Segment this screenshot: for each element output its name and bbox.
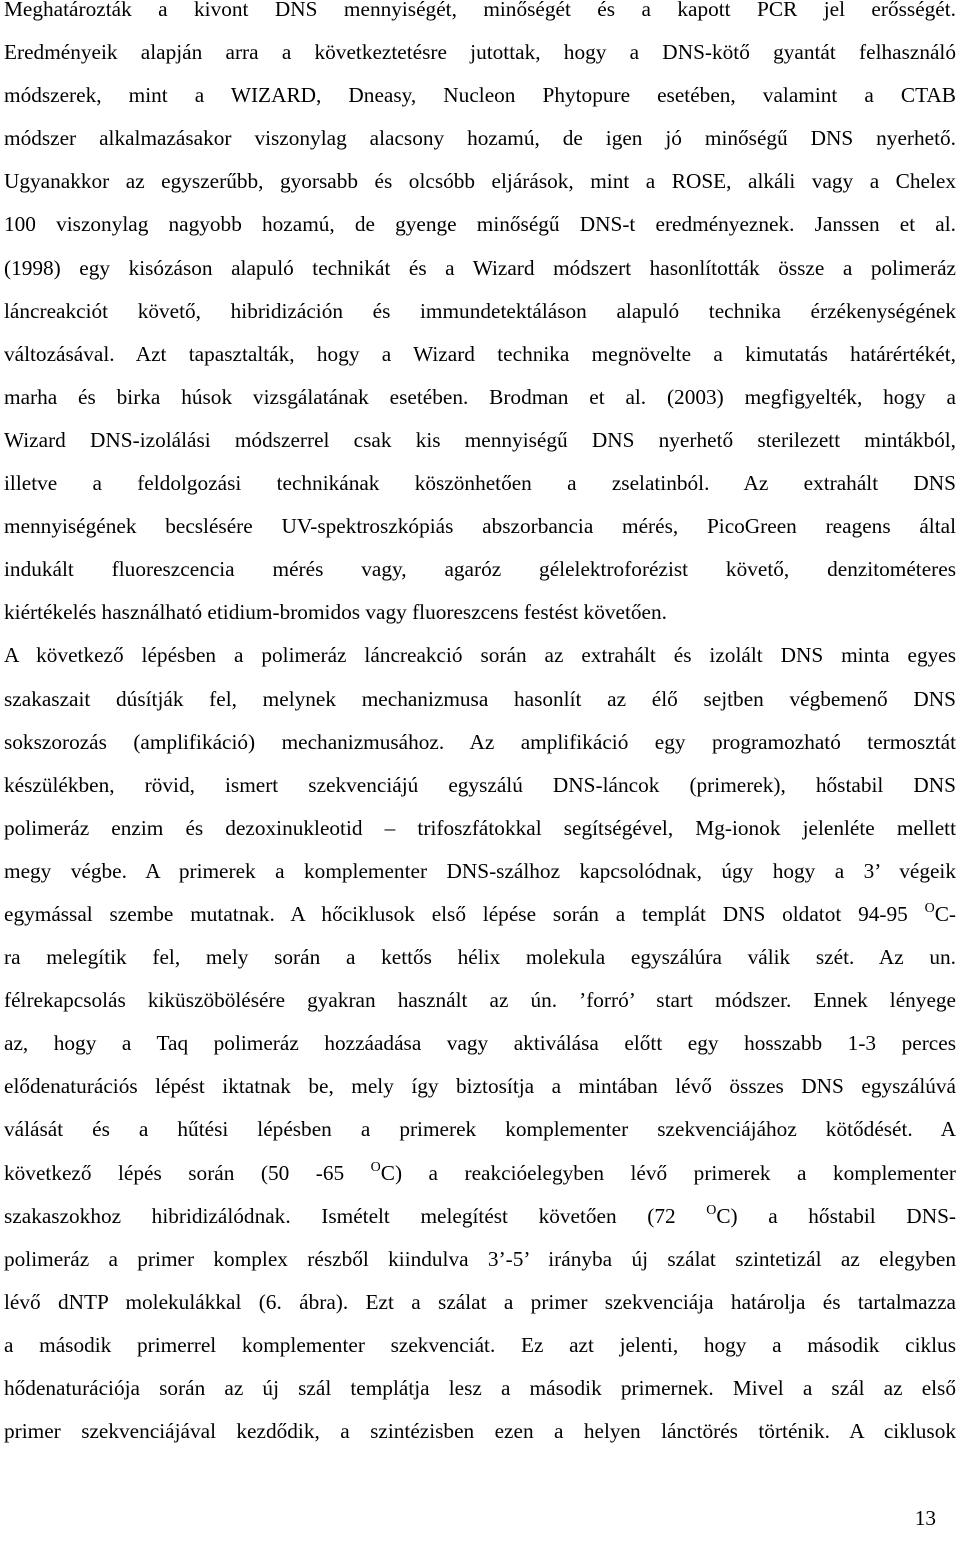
paragraph-2 xyxy=(4,634,956,1453)
degree-superscript: O xyxy=(370,1159,381,1175)
text-line: szakaszait dúsítják fel, melynek mechanizmusa hasonlít az élő sejtben végbemenő DNS xyxy=(4,686,956,711)
text-line: ra melegítik fel, mely során a kettős hélix molekula egyszálúra válik szét. Az un. xyxy=(4,945,956,970)
text-line: félrekapcsolás kiküszöbölésére gyakran használt az ún. ’forró’ start módszer. Ennek lényege xyxy=(4,988,956,1013)
text-line: A következő lépésben a polimeráz láncreakció során az extrahált és izolált DNS minta egyes xyxy=(4,643,956,668)
degree-superscript: O xyxy=(924,900,935,916)
text-line: Ugyanakkor az egyszerűbb, gyorsabb és olcsóbb eljárások, mint a ROSE, alkáli vagy a Chelex xyxy=(4,169,956,194)
text-line: marha és birka húsok vizsgálatának esetében. Brodman et al. (2003) megfigyelték, hogy a xyxy=(4,384,956,409)
text-line: polimeráz a primer komplex részből kiindulva 3’-5’ irányba új szálat szintetizál az elegyben xyxy=(4,1246,956,1271)
text-line: láncreakciót követő, hibridizáción és immundetektáláson alapuló technika érzékenységének xyxy=(4,298,956,323)
text-line: módszer alkalmazásakor viszonylag alacsony hozamú, de igen jó minőségű DNS nyerhető. xyxy=(4,126,956,151)
text-line: (1998) egy kisózáson alapuló technikát és a Wizard módszert hasonlították össze a polimeráz xyxy=(4,255,956,280)
text-line xyxy=(4,1152,956,1195)
paragraph-1 xyxy=(4,0,956,634)
text-line xyxy=(4,893,956,936)
text-line xyxy=(4,1195,956,1238)
text-line: indukált fluoreszcencia mérés vagy, agaróz gélelektroforézist követő, denzitométeres xyxy=(4,557,956,582)
text-line: polimeráz enzim és dezoxinukleotid – trifoszfátokkal segítségével, Mg-ionok jelenléte mellett xyxy=(4,815,956,840)
text-segment: C) a reakcióelegyben lévő primerek a komplementer xyxy=(380,1160,956,1185)
text-body xyxy=(4,0,956,1453)
text-line: válását és a hűtési lépésben a primerek komplementer szekvenciájához kötődését. A xyxy=(4,1117,956,1142)
text-segment: következő lépés során (50 -65 xyxy=(4,1160,371,1185)
degree-superscript: O xyxy=(706,1202,717,1218)
text-line: primer szekvenciájával kezdődik, a szintézisben ezen a helyen lánctörés történik. A ciklusok xyxy=(4,1419,956,1444)
text-line: elődenaturációs lépést iktatnak be, mely így biztosítja a mintában lévő összes DNS egyszálúvá xyxy=(4,1074,956,1099)
text-line: mennyiségének becslésére UV-spektroszkópiás abszorbancia mérés, PicoGreen reagens által xyxy=(4,514,956,539)
text-segment: C) a hőstabil DNS- xyxy=(716,1203,957,1228)
text-line: az, hogy a Taq polimeráz hozzáadása vagy aktiválása előtt egy hosszabb 1-3 perces xyxy=(4,1031,956,1056)
text-line: hődenaturációja során az új szál templátja lesz a második primernek. Mivel a szál az első xyxy=(4,1376,956,1400)
text-line: 100 viszonylag nagyobb hozamú, de gyenge minőségű DNS-t eredményeznek. Janssen et al. xyxy=(4,212,956,237)
text-segment: C- xyxy=(934,901,956,926)
page-number: 13 xyxy=(914,1506,936,1530)
text-line: készülékben, rövid, ismert szekvenciájú egyszálú DNS-láncok (primerek), hőstabil DNS xyxy=(4,772,956,797)
text-line: sokszorozás (amplifikáció) mechanizmusához. Az amplifikáció egy programozható termosztát xyxy=(4,729,956,754)
text-line: a második primerrel komplementer szekvenciát. Ez azt jelenti, hogy a második ciklus xyxy=(4,1332,956,1357)
text-segment: egymással szembe mutatnak. A hőciklusok első lépése során a templát DNS oldatot 94-95 xyxy=(4,901,925,926)
text-line: változásával. Azt tapasztalták, hogy a Wizard technika megnövelte a kimutatás határértékét, xyxy=(4,341,956,366)
text-segment: szakaszokhoz hibridizálódnak. Ismételt melegítést követően (72 xyxy=(4,1203,707,1228)
text-line: Meghatározták a kivont DNS mennyiségét, minőségét és a kapott PCR jel erősségét. xyxy=(4,0,956,21)
text-line: kiértékelés használható etidium-bromidos vagy fluoreszcens festést követően. xyxy=(4,600,667,625)
text-line: illetve a feldolgozási technikának köszönhetően a zselatinból. Az extrahált DNS xyxy=(4,471,956,496)
document-page xyxy=(4,0,956,1465)
text-line: megy végbe. A primerek a komplementer DNS-szálhoz kapcsolódnak, úgy hogy a 3’ végeik xyxy=(4,858,956,883)
text-line: Wizard DNS-izolálási módszerrel csak kis mennyiségű DNS nyerhető sterilezett mintákból, xyxy=(4,427,956,452)
text-line: Eredményeik alapján arra a következtetésre jutottak, hogy a DNS-kötő gyantát felhasználó xyxy=(4,40,956,65)
text-line: lévő dNTP molekulákkal (6. ábra). Ezt a szálat a primer szekvenciája határolja és tartalmazza xyxy=(4,1289,956,1314)
text-line: módszerek, mint a WIZARD, Dneasy, Nucleon Phytopure esetében, valamint a CTAB xyxy=(4,83,956,108)
